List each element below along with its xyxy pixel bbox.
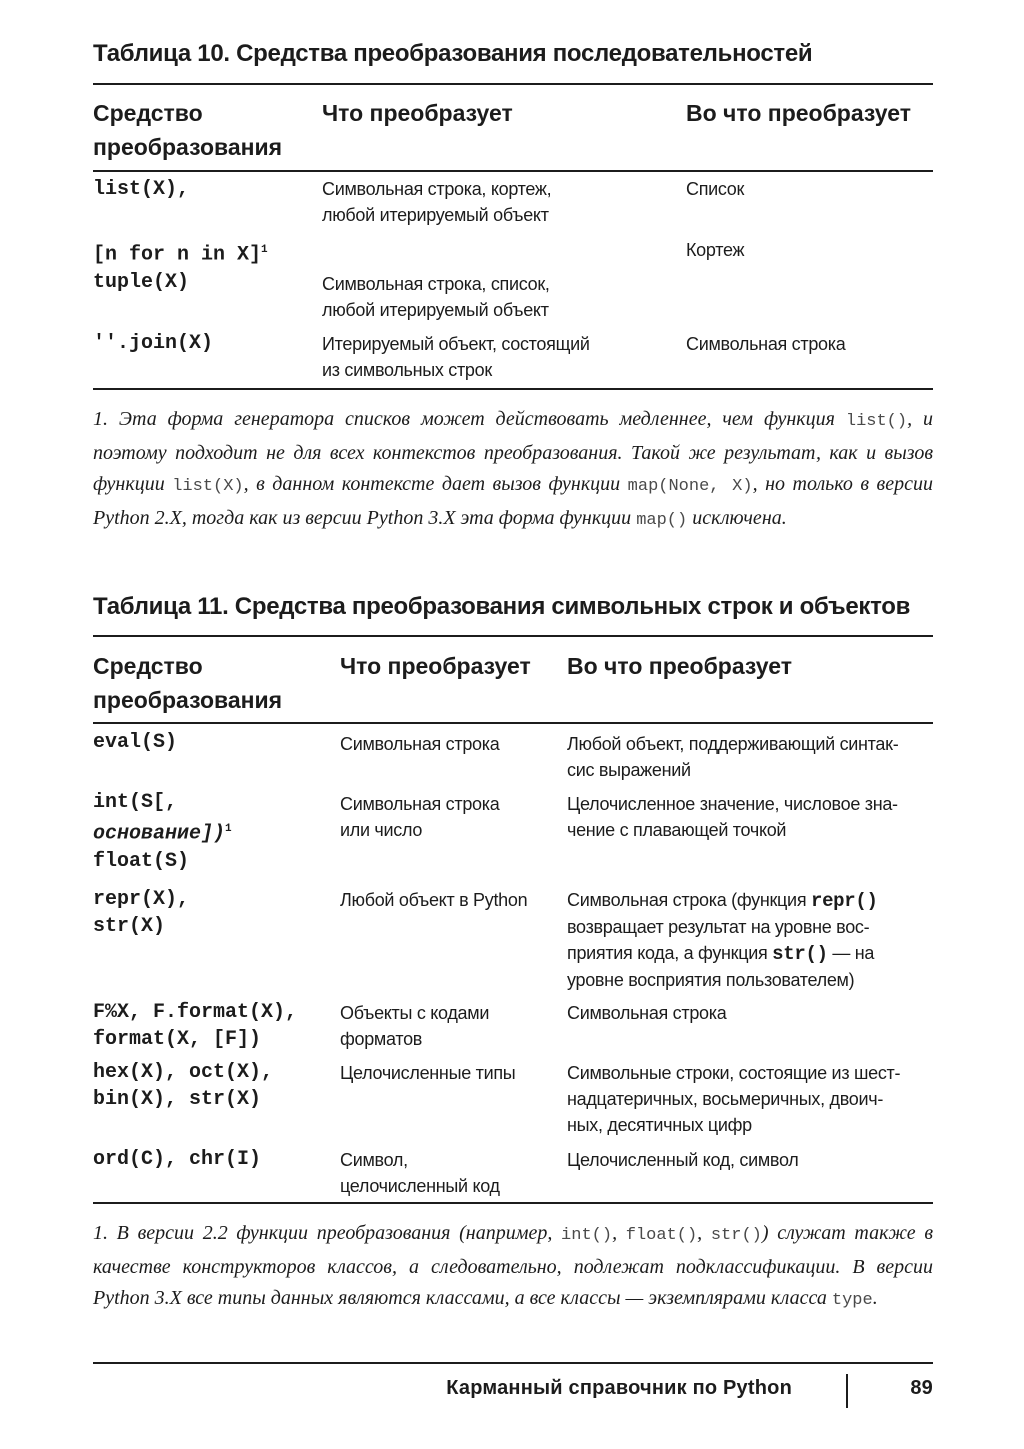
table11-row3-into-text: Символьная строка (функция bbox=[567, 890, 811, 910]
table11-row1-tool bbox=[93, 729, 177, 756]
table11-row6-what-line2: целочисленный код bbox=[340, 1176, 500, 1196]
table10-bottom-rule bbox=[93, 388, 933, 390]
code-join-x: ''.join(X) bbox=[93, 332, 214, 355]
code-format-func: format(X, [F]) bbox=[93, 1028, 262, 1051]
table11-row5-what: Целочисленные типы bbox=[340, 1063, 516, 1083]
code-inline: list() bbox=[845, 412, 908, 431]
table11-header-col1-line2: преобразования bbox=[93, 687, 283, 713]
table11-row4-what bbox=[340, 1000, 489, 1052]
table11-row6-what bbox=[340, 1147, 500, 1199]
table10-row1-what-line1: Символьная строка, кортеж, bbox=[322, 179, 552, 199]
table11-footnote-text: . bbox=[872, 1287, 878, 1309]
table11-row5-into-line1: Символьные строки, состоящие из шест- bbox=[567, 1063, 901, 1083]
code-repr: repr(X), bbox=[93, 888, 190, 911]
table11-row6-what-line1: Символ, bbox=[340, 1150, 408, 1170]
code-inline: str() bbox=[772, 943, 828, 965]
table10-row4-what-line2: из символьных строк bbox=[322, 360, 492, 380]
code-tuple-x: tuple(X) bbox=[93, 271, 190, 294]
table11-row4-into: Символьная строка bbox=[567, 1003, 727, 1023]
table11-row3-into-line4: уровне восприятия пользователем) bbox=[567, 970, 855, 990]
code-inline: int() bbox=[561, 1226, 613, 1245]
table11-row1-into-line2: сис выражений bbox=[567, 760, 691, 780]
table10-row1-what-line2: любой итерируемый объект bbox=[322, 205, 549, 225]
table11-header-col2: Что преобразует bbox=[340, 653, 531, 679]
table11-row4-tool bbox=[93, 999, 297, 1053]
table11-row2-into-line1: Целочисленное значение, числовое зна- bbox=[567, 794, 898, 814]
code-int-base: основание]) bbox=[93, 822, 226, 846]
table11-header-col3: Во что преобразует bbox=[567, 653, 793, 679]
table11-footnote bbox=[93, 1218, 933, 1317]
table10-row2-into: Кортеж bbox=[686, 240, 745, 260]
table10-row4-tool bbox=[93, 330, 213, 357]
code-inline: list(X) bbox=[172, 477, 244, 496]
code-ord-chr: ord(C), chr(I) bbox=[93, 1148, 262, 1171]
code-inline: type bbox=[831, 1291, 873, 1310]
code-str: str(X) bbox=[93, 915, 166, 938]
table11-footnote-text: , bbox=[697, 1222, 711, 1244]
table10-row3-what bbox=[322, 271, 550, 323]
footer-separator bbox=[846, 1374, 848, 1408]
code-inline: repr() bbox=[810, 890, 878, 912]
table11-row5-into-line3: ных, десятичных цифр bbox=[567, 1115, 752, 1135]
table11-footnote-text: 1. В версии 2.2 функции преобразования (например, bbox=[93, 1222, 562, 1244]
code-int-line2 bbox=[93, 816, 232, 848]
table10-top-rule bbox=[93, 83, 933, 85]
table11-title: Таблица 11. Средства преобразования символьных строк и объектов bbox=[93, 593, 911, 620]
table10-footnote-text: , в данном контексте дает вызов функции bbox=[243, 473, 628, 495]
table11-top-rule bbox=[93, 635, 933, 637]
table10-header-col1 bbox=[93, 96, 282, 164]
table11-row2-what bbox=[340, 791, 499, 843]
table10-footnote-text: исключена. bbox=[687, 506, 787, 529]
table11-row5-into-line2: надцатеричных, восьмеричных, двоич- bbox=[567, 1089, 884, 1109]
table10-row1-into: Список bbox=[686, 179, 745, 199]
footer-book-title: Карманный справочник по Python bbox=[446, 1377, 792, 1399]
table11-row3-into-text: приятия кода, а функция bbox=[567, 943, 773, 963]
code-list-x: list(X), bbox=[93, 178, 190, 201]
table11-row3-into-line2: возвращает результат на уровне вос- bbox=[567, 917, 870, 937]
code-float: float(S) bbox=[93, 849, 190, 873]
table11-row5-into bbox=[567, 1060, 900, 1138]
code-format-op: F%X, F.format(X), bbox=[93, 1001, 298, 1024]
table11-row2-into-line2: чение с плавающей точкой bbox=[567, 820, 787, 840]
table10-row3-what-line2: любой итерируемый объект bbox=[322, 300, 549, 320]
table10-header-col1-line1: Средство bbox=[93, 100, 203, 126]
table10-row1-tool bbox=[93, 176, 189, 203]
table11-header-col1 bbox=[93, 649, 282, 717]
table10-footnote-text: , и поэтому подходит не для всех контекстов преобразования. Такой же результат, как и вызов функции bbox=[93, 408, 934, 495]
table11-row2-what-line2: или число bbox=[340, 820, 423, 840]
table10-title: Таблица 10. Средства преобразования последовательностей bbox=[93, 40, 813, 67]
code-inline: str() bbox=[710, 1226, 762, 1245]
table10-header-col1-line2: преобразования bbox=[93, 134, 283, 160]
table11-row6-into: Целочисленный код, символ bbox=[567, 1150, 799, 1170]
table10-row4-what bbox=[322, 331, 590, 383]
table10-footnote-text: , но только в версии Python 2.X, тогда как из версии Python 3.X эта форма функции bbox=[93, 473, 933, 529]
table11-row3-what: Любой объект в Python bbox=[340, 890, 528, 910]
table11-row2-into bbox=[567, 791, 898, 843]
table11-row3-tool bbox=[93, 886, 189, 940]
table11-row1-into-line1: Любой объект, поддерживающий синтак- bbox=[567, 734, 899, 754]
table10-row2-tool bbox=[93, 237, 268, 269]
table11-footnote-text: ) служат также в качестве конструкторов классов, а следовательно, подлежат подклассификации. В версии Python 3.X все типы данных являются классами, а все классы — экземплярами класса bbox=[93, 1222, 934, 1309]
table10-header-col3: Во что преобразует bbox=[686, 100, 912, 126]
table11-row3-into-line3 bbox=[567, 940, 878, 967]
table10-footnote bbox=[93, 404, 933, 536]
table11-row5-tool bbox=[93, 1059, 273, 1113]
table11-header-col1-line1: Средство bbox=[93, 653, 203, 679]
code-int-line1: int(S[, bbox=[93, 791, 178, 814]
page-number: 89 bbox=[910, 1377, 933, 1399]
table11-row3-into-line1 bbox=[567, 887, 878, 914]
table11-row4-what-line1: Объекты с кодами bbox=[340, 1003, 490, 1023]
code-inline: map() bbox=[636, 510, 688, 530]
table11-row3-into bbox=[567, 887, 878, 993]
table11-row1-what: Символьная строка bbox=[340, 734, 500, 754]
table11-bottom-rule bbox=[93, 1202, 933, 1204]
table11-row3-into-text: — на bbox=[827, 943, 875, 963]
code-hex-oct: hex(X), oct(X), bbox=[93, 1061, 274, 1084]
table10-row4-what-line1: Итерируемый объект, состоящий bbox=[322, 334, 590, 354]
table11-footnote-text: , bbox=[612, 1222, 626, 1244]
table11-row1-into bbox=[567, 731, 898, 783]
footnote-mark: 1 bbox=[225, 823, 232, 835]
table11-header-rule bbox=[93, 722, 933, 724]
table11-row4-what-line2: форматов bbox=[340, 1029, 423, 1049]
code-list-comprehension: [n for n in X] bbox=[93, 243, 262, 267]
code-inline: float() bbox=[625, 1226, 698, 1245]
code-inline: map(None, X) bbox=[627, 477, 753, 496]
table10-row3-tool bbox=[93, 269, 189, 296]
table11-row2-tool bbox=[93, 789, 232, 875]
footnote-mark: 1 bbox=[261, 244, 268, 256]
table10-footnote-text: 1. Эта форма генератора списков может действовать медленнее, чем функция bbox=[93, 408, 846, 430]
table10-header-rule bbox=[93, 170, 933, 172]
table10-row4-into: Символьная строка bbox=[686, 334, 846, 354]
table11-row2-what-line1: Символьная строка bbox=[340, 794, 500, 814]
table10-row3-what-line1: Символьная строка, список, bbox=[322, 274, 550, 294]
table10-row1-what bbox=[322, 176, 551, 228]
code-bin-str: bin(X), str(X) bbox=[93, 1088, 262, 1111]
table10-header-col2: Что преобразует bbox=[322, 100, 513, 126]
code-eval: eval(S) bbox=[93, 731, 178, 754]
footer-rule bbox=[93, 1362, 933, 1364]
table11-row6-tool bbox=[93, 1146, 261, 1173]
